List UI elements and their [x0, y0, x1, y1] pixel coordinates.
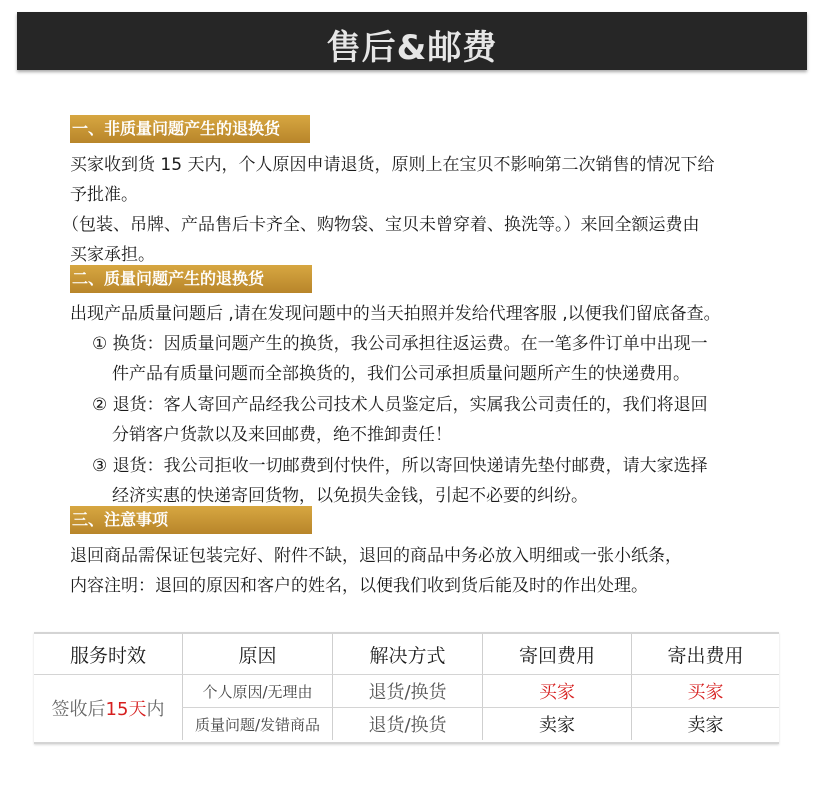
section1-line: 予批准。 [70, 185, 138, 205]
period-suffix: 内 [146, 698, 165, 720]
period-highlight: 15天 [105, 698, 147, 720]
section1-line: 买家承担。 [70, 245, 155, 265]
page-title: 售后&邮费 [326, 28, 498, 68]
section2-intro: 出现产品质量问题后 ,请在发现问题中的当天拍照并发给代理客服 ,以便我们留底备查。 [70, 304, 721, 324]
section2-item-line: 件产品有质量问题而全部换货的，我们公司承担质量问题所产生的快递费用。 [112, 364, 690, 384]
section3-line: 退回商品需保证包装完好、附件不缺，退回的商品中务必放入明细或一张小纸条， [70, 546, 682, 566]
row2-solution: 退货/换货 [332, 708, 482, 740]
section2-item-line: ③ 退货：我公司拒收一切邮费到付快件，所以寄回快递请先垫付邮费，请大家选择 [92, 456, 708, 476]
fee-table [34, 632, 779, 744]
row2-reason: 质量问题/发错商品 [182, 708, 332, 740]
table-header-reason: 原因 [182, 634, 332, 674]
section2-item-line: ② 退货：客人寄回产品经我公司技术人员鉴定后，实属我公司责任的，我们将退回 [92, 395, 708, 415]
period-prefix: 签收后 [51, 698, 106, 720]
section2-item-line: 经济实惠的快递寄回货物，以免损失金钱，引起不必要的纠纷。 [112, 486, 588, 506]
row1-reason: 个人原因/无理由 [182, 675, 332, 707]
row2-return-fee: 卖家 [482, 708, 631, 740]
row1-solution: 退货/换货 [332, 675, 482, 707]
table-header-period: 服务时效 [69, 644, 146, 667]
title-banner [17, 12, 807, 70]
table-header-return-fee: 寄回费用 [482, 634, 631, 674]
row1-return-fee: 买家 [482, 675, 631, 707]
section-heading-notes: 三、注意事项 [70, 506, 312, 534]
section1-line: 买家收到货 15 天内，个人原因申请退货，原则上在宝贝不影响第二次销售的情况下给 [70, 155, 715, 175]
section2-item-line: ① 换货：因质量问题产生的换货，我公司承担往返运费。在一笔多件订单中出现一 [92, 334, 708, 354]
table-header-send-fee: 寄出费用 [631, 634, 779, 674]
section2-item-line: 分销客户货款以及来回邮费，绝不推卸责任！ [112, 425, 452, 445]
section1-line: （包装、吊牌、产品售后卡齐全、购物袋、宝贝未曾穿着、换洗等。）来回全额运费由 [62, 215, 700, 235]
section-heading-non-quality: 一、非质量问题产生的退换货 [70, 115, 310, 143]
table-header-solution: 解决方式 [332, 634, 482, 674]
service-period-cell [34, 675, 182, 740]
row1-send-fee: 买家 [631, 675, 779, 707]
row2-send-fee: 卖家 [631, 708, 779, 740]
section3-line: 内容注明：退回的原因和客户的姓名，以便我们收到货后能及时的作出处理。 [70, 576, 648, 596]
section-heading-quality: 二、质量问题产生的退换货 [70, 265, 312, 293]
